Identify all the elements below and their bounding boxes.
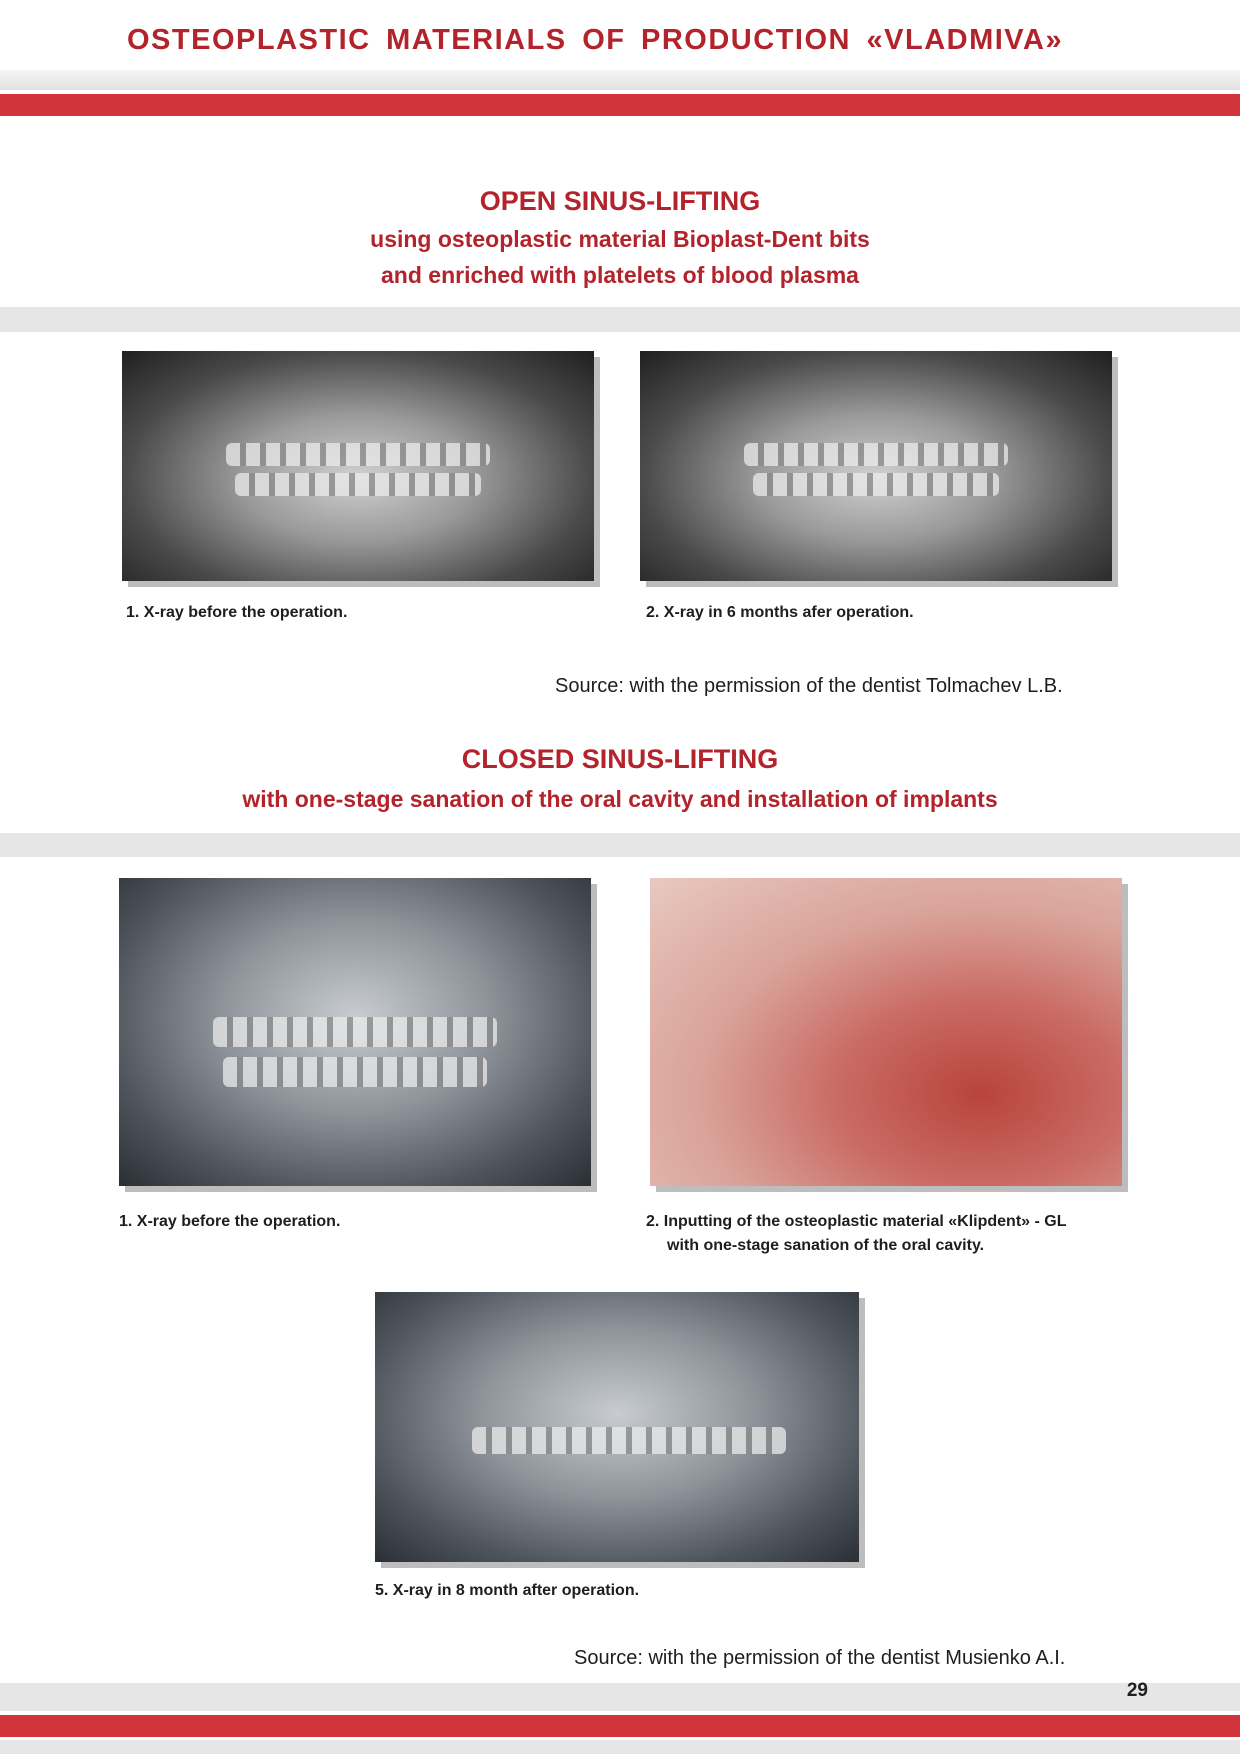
section1-subtitle-line1: using osteoplastic material Bioplast-Dent bits xyxy=(370,226,870,252)
xray-before-operation-image xyxy=(122,351,594,581)
footer-red-band xyxy=(0,1715,1240,1737)
section2-caption1: 1. X-ray before the operation. xyxy=(119,1213,341,1230)
page-number: 29 xyxy=(1126,1680,1148,1701)
header-red-band xyxy=(0,94,1240,116)
footer-gray-band xyxy=(0,1683,1240,1711)
section2-title: CLOSED SINUS-LIFTING xyxy=(461,744,779,774)
footer-bottom-gray xyxy=(0,1740,1240,1754)
page-header-title: OSTEOPLASTIC MATERIALS OF PRODUCTION «VLADMIVA» xyxy=(127,24,1064,56)
header-gray-band xyxy=(0,70,1240,90)
xray-before-operation-image-2 xyxy=(119,878,591,1186)
section2-caption3: 5. X-ray in 8 month after operation. xyxy=(375,1582,640,1599)
section2-divider-band xyxy=(0,833,1240,857)
section1-subtitle-line2: and enriched with platelets of blood plasma xyxy=(381,262,859,288)
section2-source: Source: with the permission of the dentist Musienko A.I. xyxy=(574,1647,1066,1669)
section1-caption2: 2. X-ray in 6 months afer operation. xyxy=(646,604,914,621)
section1-divider-band xyxy=(0,307,1240,332)
section1-title: OPEN SINUS-LIFTING xyxy=(479,186,761,216)
section1-caption1: 1. X-ray before the operation. xyxy=(126,604,348,621)
clinical-photo-material-inputting xyxy=(650,878,1122,1186)
section2-caption2-line2: with one-stage sanation of the oral cavity. xyxy=(667,1237,985,1254)
section1-source: Source: with the permission of the dentist Tolmachev L.B. xyxy=(555,675,1063,697)
section2-caption2-line1: 2. Inputting of the osteoplastic material «Klipdent» - GL xyxy=(646,1213,1067,1230)
xray-after-8-months-image xyxy=(375,1292,859,1562)
section2-subtitle: with one-stage sanation of the oral cavity and installation of implants xyxy=(242,786,998,812)
xray-after-6-months-image xyxy=(640,351,1112,581)
